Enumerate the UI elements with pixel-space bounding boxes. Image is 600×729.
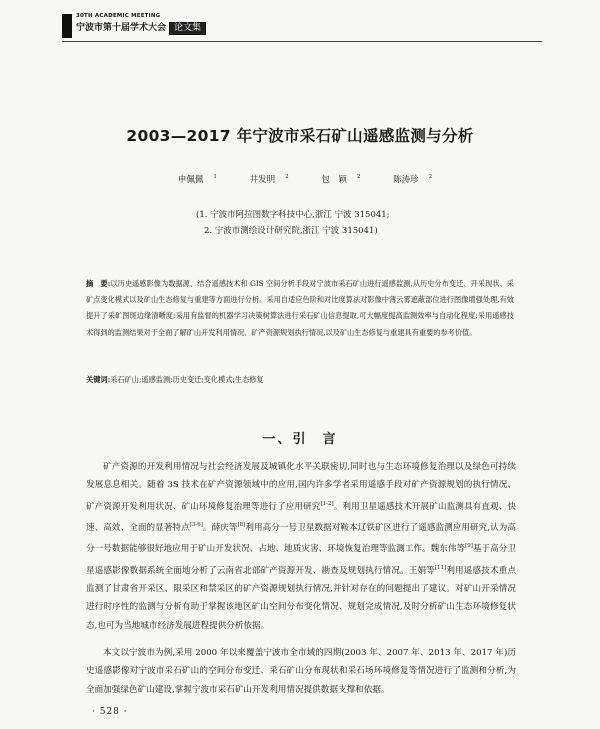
body-paragraph-2: 本文以宁波市为例,采用 2000 年以来覆盖宁波市全市域的四期(2003 年、2007 年、2013 年、2017 年)历史遥感影像对宁波市采石矿山的空间分布变迁、采石矿山分布现状和采石场环境修复等情况进行了监测和分析,为全面加强绿色矿山建设,掌握宁波市采石矿山开发利用情况提供数据支撑和依据。 [86,648,516,695]
author: 申佩佩 $^1$ [177,174,217,185]
header-divider [62,41,542,42]
affiliation-2: 2. 宁波市测绘设计研究院,浙江 宁波 315041) [204,226,378,236]
abstract-label: 摘 要: [86,279,111,288]
page-number: · 528 · [92,707,128,717]
logo-mark-icon [62,14,72,38]
paper-title: 2003—2017 年宁波市采石矿山遥感监测与分析 [126,127,474,145]
conference-logo [62,14,206,38]
section-heading: 一、引 言 [262,432,338,447]
keywords [86,375,514,385]
header-badge: 论文集 [169,22,206,35]
body-paragraph-1: 矿产资源的开发利用情况与社会经济发展及城镇化水平关联密切,同时也与生态环境修复治理以及绿色可持续发展息息相关。随着 3S 技术在矿产资源领域中的应用,国内许多学者采用遥感手段对矿产资源规划的执行情况、矿产资源开发利用状况、矿山环境修复治理等进行了应用研究[1-2]。利用卫星遥感技术开展矿山监测具有直观、快速、高效、全面的显著特点[3-6]。薛庆等[8]利用高分一号卫星数据对鞍本辽铁矿区进行了遥感监测应用研究,认为高分一号数据能够很好地应用于矿山开发状况、占地、地质灾害、环境恢复治理等监测工作。魏东伟等[9]基于高分卫星遥感影像数据系统全面地分析了云南省北部矿产资源开发、勘查及规划执行情况。王娟等[11]利用遥感技术重点监测了甘肃省开采区、限采区和禁采区的矿产资源规划执行情况,并针对存在的问题提出了建议。对矿山开采情况进行时序性的监测与分析有助于掌握该地区矿山空间分布变化情况、规划完成情况,及时分析矿山生态环境修复状态,也可为当地城市经济发展进程提供分析依据。 [86,462,516,631]
keywords-text: 采石矿山;遥感监测;历史变迁;变化模式;生态修复 [110,375,264,384]
author: 包 颖 $^2$ [321,174,361,185]
author: 井发明 $^2$ [249,174,289,185]
header-english: 30TH ACADEMIC MEETING [76,13,161,19]
author: 陈涛珍 $^2$ [393,174,433,185]
author-list [0,173,600,185]
header-chinese: 宁波市第十届学术大会 [76,22,167,33]
abstract-text: 以历史遥感影像为数据源、结合遥感技术和 GIS 空间分析手段对宁波市采石矿山进行遥感监测,从历史分布变迁、开采现状、采矿点变化模式以及矿山生态修复与重建等方面进行分析。采用自适应色阶和对比度算法对影像中薄云雾遮蔽部位进行图像增强处理,有效提升了采矿图斑边缘清晰度;采用有监督的机器学习决策树算法进行采石矿山信息提取,可大幅度提高监测效率与自动化程度;采用遥感技术得到的监测结果对于全面了解矿山开发利用情况、矿产资源规划执行情况,以及矿山生态修复与重建具有重要的参考价值。 [86,279,514,337]
abstract [86,276,514,341]
affiliation-1: (1. 宁波市阿拉图数字科技中心,浙江 宁波 315041; [196,210,390,220]
keywords-label: 关键词: [86,375,111,384]
